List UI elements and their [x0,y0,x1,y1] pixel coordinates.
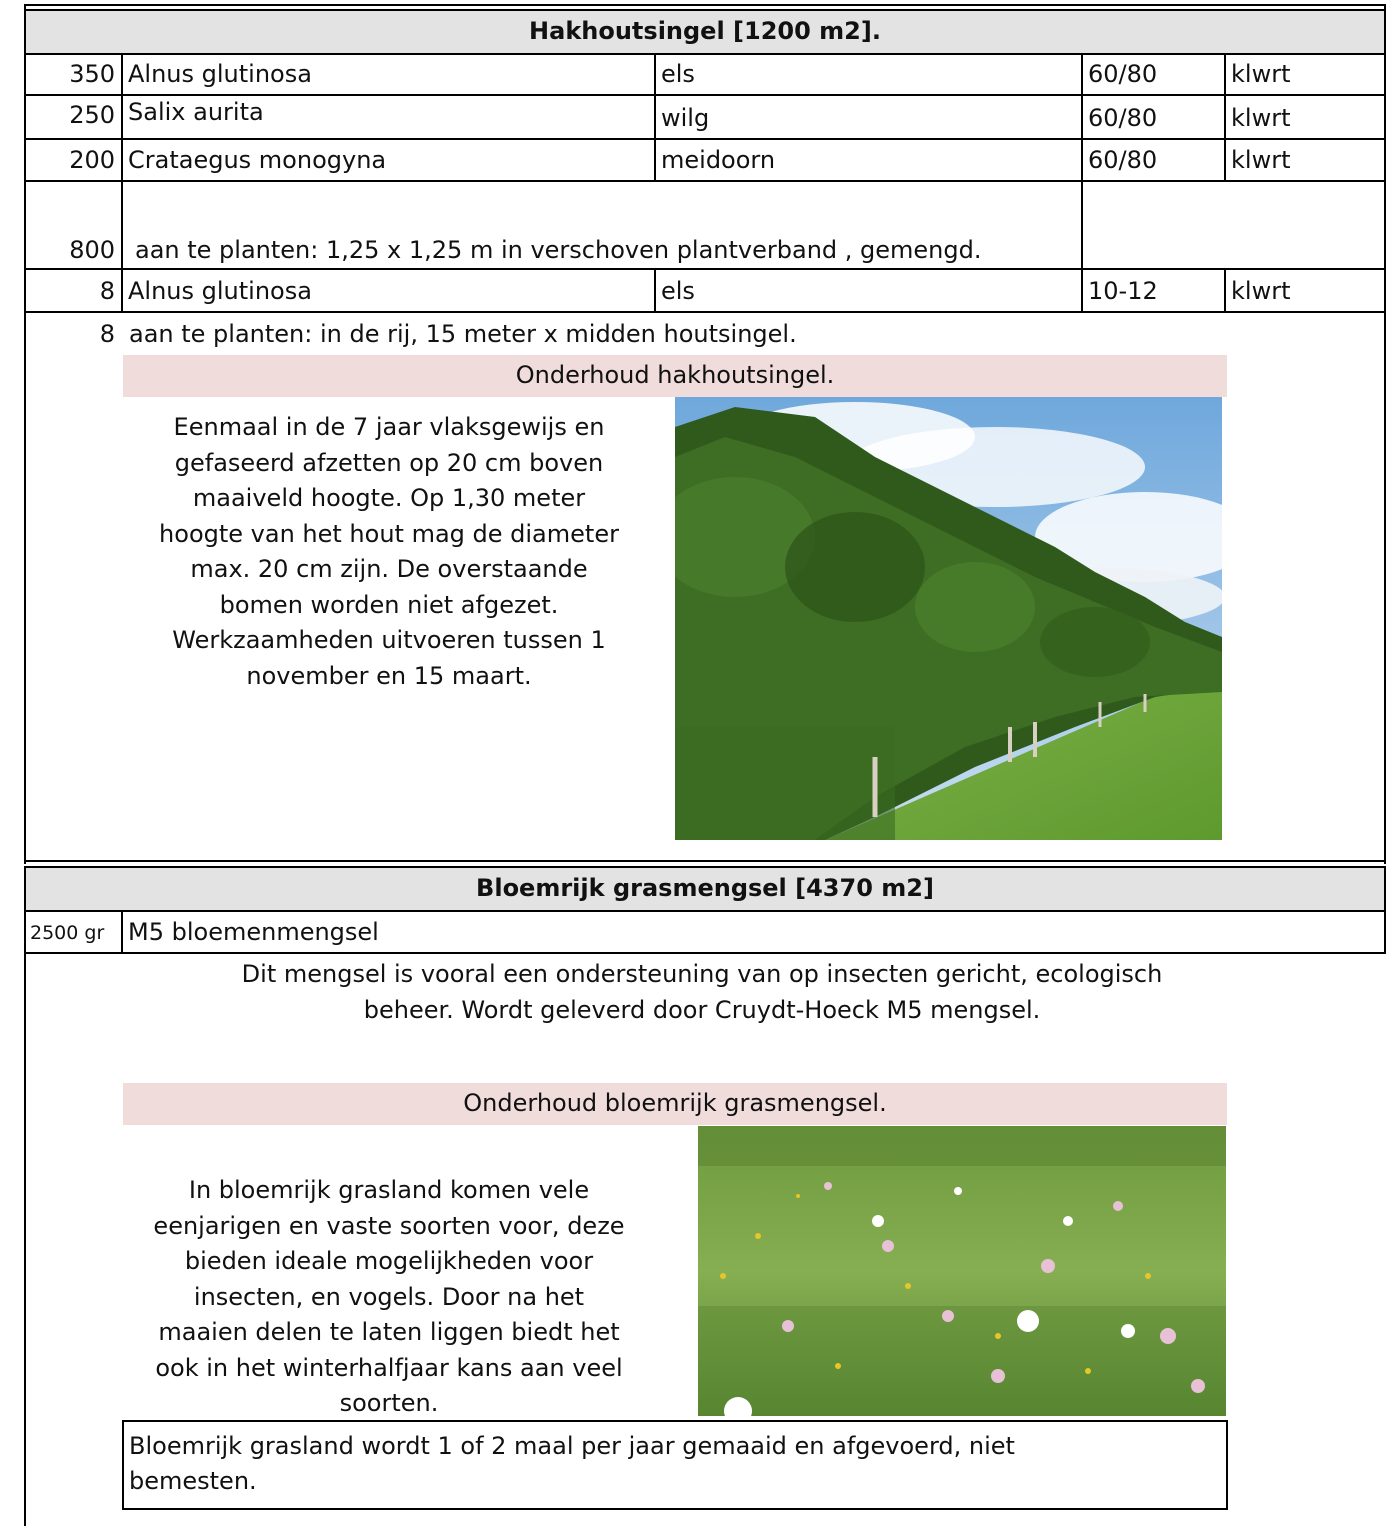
size-cell: 10-12 [1088,277,1158,305]
text-line: eenjarigen en vaste soorten voor, deze [153,1211,625,1240]
grid-line [24,268,1386,270]
text-line: max. 20 cm zijn. De overstaande [190,555,588,583]
text-line: Bloemrijk grasland wordt 1 of 2 maal per jaar gemaaid en afgevoerd, niet [129,1432,1015,1460]
tree-total-qty: 8 [99,320,115,348]
grid-line [24,180,1386,182]
section-divider [24,860,1386,862]
hedgerow-photo [675,397,1222,840]
item-name-cell: M5 bloemenmengsel [128,918,379,946]
text-line: soorten. [339,1389,439,1417]
latin-name-cell: Alnus glutinosa [128,277,312,305]
type-cell: klwrt [1231,277,1291,305]
maintenance-title: Onderhoud bloemrijk grasmengsel. [463,1089,887,1117]
left-border [24,4,26,864]
text-line: maaiveld hoogte. Op 1,30 meter [192,484,586,512]
maintenance-text-hakhout [124,410,654,694]
type-cell: klwrt [1231,60,1291,88]
mixture-description [26,957,1378,1028]
latin-name-cell: Salix aurita [128,98,264,126]
latin-name-cell: Alnus glutinosa [128,60,312,88]
section-header-hakhoutsingel [26,11,1384,53]
text-line: Werkzaamheden uitvoeren tussen 1 [172,626,606,654]
maintenance-text-bloemrijk [124,1173,654,1422]
tree-planting-instruction: aan te planten: in de rij, 15 meter x midden houtsingel. [129,320,797,348]
size-cell: 60/80 [1088,60,1158,88]
grid-line [24,53,1386,55]
section-title: Bloemrijk grasmengsel [4370 m2] [476,874,934,902]
text-line: insecten, en vogels. Door na het [193,1282,585,1311]
maintenance-header-hakhout [123,355,1227,397]
text-line: bomen worden niet afgezet. [219,590,559,619]
section-header-bloemrijk [26,868,1384,910]
grid-line [24,311,1386,313]
right-border [1384,4,1386,864]
text-line: ook in het winterhalfjaar kans aan veel [155,1353,623,1382]
size-cell: 60/80 [1088,146,1158,174]
qty-cell: 2500 gr [30,922,105,944]
text-line: november en 15 maart. [246,661,532,690]
text-line: maaien delen te laten liggen biedt het [158,1318,620,1346]
grid-line [24,910,1386,912]
text-line: Eenmaal in de 7 jaar vlaksgewijs en [173,413,605,441]
top-border [24,4,1386,6]
qty-cell: 250 [69,101,115,129]
mowing-note-box [122,1420,1228,1510]
text-line: bieden ideale mogelijkheden voor [184,1247,594,1275]
latin-name-cell: Crataegus monogyna [128,146,387,174]
grid-line [24,952,1386,954]
maintenance-title: Onderhoud hakhoutsingel. [515,361,835,389]
text-line: hoogte van het hout mag de diameter [159,519,619,548]
text-line: beheer. Wordt geleverd door Cruydt-Hoeck M5 mengsel. [363,995,1041,1024]
meadow-photo [698,1126,1226,1416]
grid-line [24,94,1386,96]
text-line: In bloemrijk grasland komen vele [188,1176,590,1204]
qty-cell: 200 [69,146,115,174]
size-cell: 60/80 [1088,104,1158,132]
type-cell: klwrt [1231,146,1291,174]
text-line: gefaseerd afzetten op 20 cm boven [174,448,604,477]
grid-line [1081,53,1083,311]
common-name-cell: els [661,60,695,88]
grid-line [121,53,123,311]
type-cell: klwrt [1231,104,1291,132]
common-name-cell: wilg [661,104,710,132]
grid-line [24,138,1386,140]
section-title: Hakhoutsingel [1200 m2]. [529,17,881,45]
maintenance-header-bloemrijk [123,1083,1227,1125]
qty-cell: 350 [69,60,115,88]
qty-cell: 8 [99,277,115,305]
common-name-cell: meidoorn [661,146,776,174]
planting-instruction: aan te planten: 1,25 x 1,25 m in verschoven plantverband , gemengd. [135,236,982,264]
text-line: bemesten. [129,1467,257,1495]
common-name-cell: els [661,277,695,305]
text-line: Dit mengsel is vooral een ondersteuning van op insecten gericht, ecologisch [241,960,1163,988]
total-qty: 800 [69,236,115,264]
